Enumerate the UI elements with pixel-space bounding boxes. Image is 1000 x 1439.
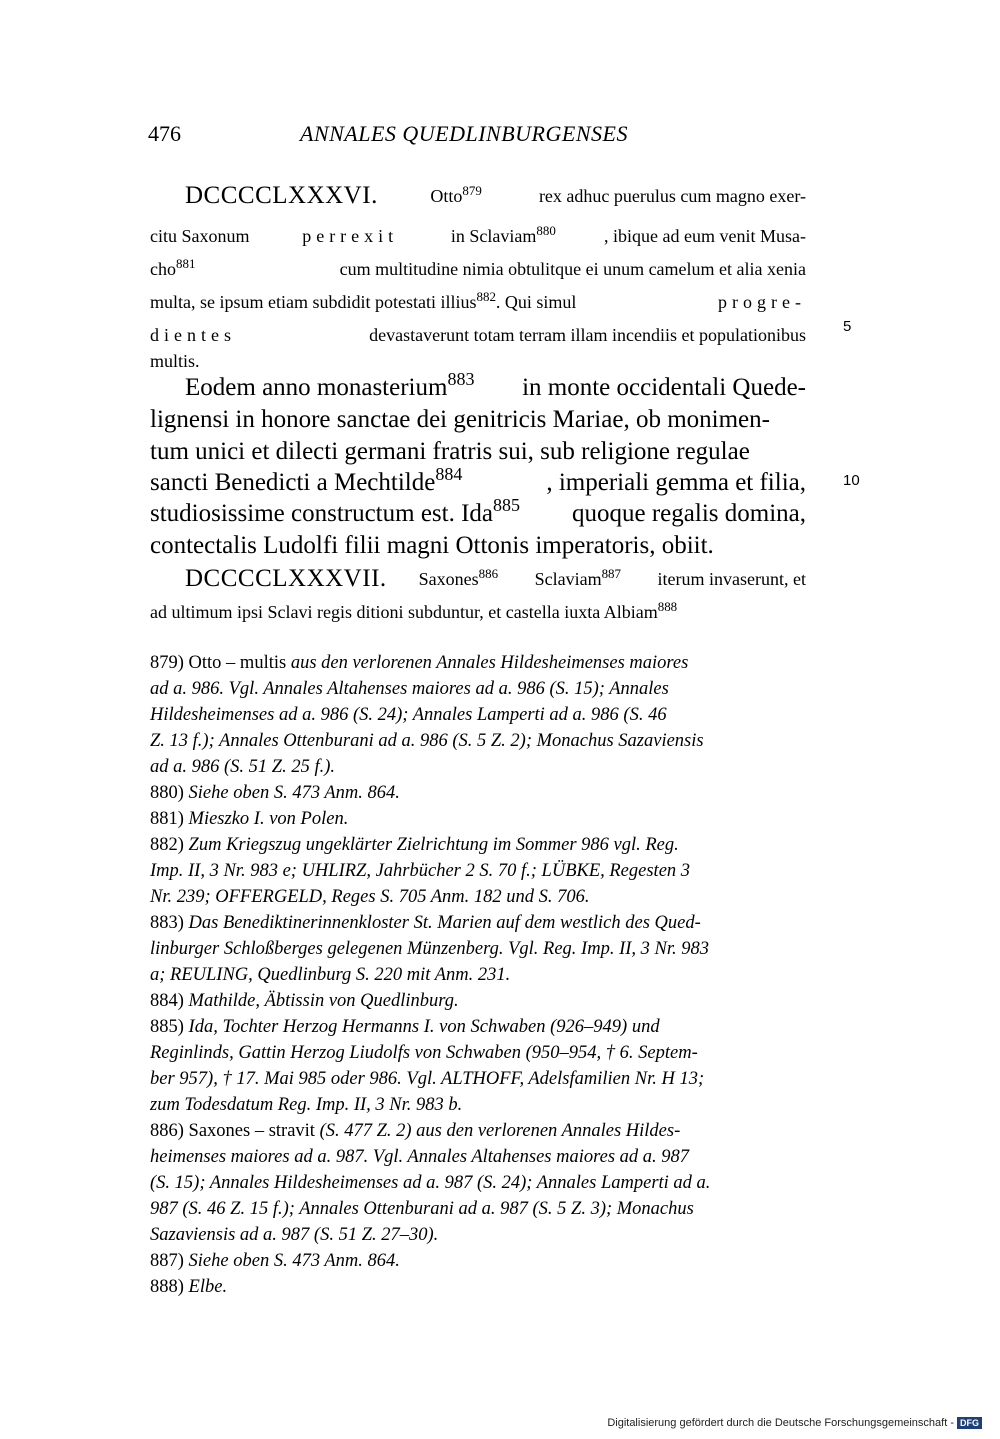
footnote-882-line-3: Nr. 239; OFFERGELD, Reges S. 705 Anm. 182 und S. 706. bbox=[150, 887, 590, 907]
footnote-883-line-3: a; REULING, Quedlinburg S. 220 mit Anm. 231. bbox=[150, 965, 511, 985]
footnote-882-line-1: 882) Zum Kriegszug ungeklärter Zielrichtung im Sommer 986 vgl. Reg. bbox=[150, 835, 679, 855]
footnote-886-line-3: (S. 15); Annales Hildesheimenses ad a. 987 (S. 24); Annales Lamperti ad a. bbox=[150, 1173, 711, 1193]
footnote-879-line-4: Z. 13 f.); Annales Ottenburani ad a. 986 (S. 5 Z. 2); Monachus Sazaviensis bbox=[150, 731, 704, 751]
entry-monastery-line-5: studiosissime constructum est. Ida$^{885}$ quoque regalis domina, bbox=[150, 495, 806, 527]
running-title: ANNALES QUEDLINBURGENSES bbox=[300, 121, 628, 146]
footnote-879-line-5: ad a. 986 (S. 51 Z. 25 f.). bbox=[150, 757, 335, 777]
footnote-885-line-1: 885) Ida, Tochter Herzog Hermanns I. von Schwaben (926–949) und bbox=[150, 1017, 660, 1037]
footnote-879-line-1: 879) Otto – multis aus den verlorenen Annales Hildesheimenses maiores bbox=[150, 653, 689, 673]
digitization-credit bbox=[607, 1417, 982, 1429]
entry-monastery-line-6: contectalis Ludolfi filii magni Ottonis imperatoris, obiit. bbox=[150, 532, 714, 559]
entry-986-line-4: multa, se ipsum etiam subdidit potestati illius$^{882}$. Qui simul progre- bbox=[150, 288, 806, 312]
footnote-882-line-2: Imp. II, 3 Nr. 983 e; UHLIRZ, Jahrbücher 2 S. 70 f.; LÜBKE, Regesten 3 bbox=[150, 861, 691, 881]
line-number-5: 5 bbox=[843, 318, 852, 335]
entry-monastery-line-1: Eodem anno monasterium$^{883}$ in monte occidentali Quede- bbox=[185, 369, 806, 401]
footnote-885-line-4: zum Todesdatum Reg. Imp. II, 3 Nr. 983 b. bbox=[150, 1095, 463, 1115]
footnote-879-line-2: ad a. 986. Vgl. Annales Altahenses maiores ad a. 986 (S. 15); Annales bbox=[150, 679, 669, 699]
line-number-10: 10 bbox=[843, 472, 860, 489]
entry-monastery-line-3: tum unici et dilecti germani fratris sui, sub religione regulae bbox=[150, 438, 750, 465]
year-heading: DCCCCLXXXVII. bbox=[185, 565, 387, 592]
entry-986-line-5: dientes devastaverunt totam terram illam incendiis et populationibus bbox=[150, 325, 806, 345]
entry-986-line-3: cho$^{881}$ cum multitudine nimia obtulitque ei unum camelum et alia xenia bbox=[150, 255, 806, 279]
entry-986-line-1: DCCCCLXXXVI. Otto$^{879}$ rex adhuc puerulus cum magno exer- bbox=[185, 182, 806, 209]
footnote-888: 888) Elbe. bbox=[150, 1277, 228, 1297]
footnote-884: 884) Mathilde, Äbtissin von Quedlinburg. bbox=[150, 991, 459, 1011]
entry-987-line-2: ad ultimum ipsi Sclavi regis ditioni subduntur, et castella iuxta Albiam$^{888}$ bbox=[150, 598, 678, 622]
entry-987-line-1: DCCCCLXXXVII. Saxones$^{886}$ Sclaviam$^{887}$ iterum invaserunt, et bbox=[185, 565, 806, 592]
footnote-883-line-1: 883) Das Benediktinerinnenkloster St. Marien auf dem westlich des Qued- bbox=[150, 913, 701, 933]
page-number: 476 bbox=[148, 121, 181, 146]
entry-986-line-2: citu Saxonum perrexit in Sclaviam$^{880}$ , ibique ad eum venit Musa- bbox=[150, 222, 806, 246]
footnote-883-line-2: linburger Schloßberges gelegenen Münzenberg. Vgl. Reg. Imp. II, 3 Nr. 983 bbox=[150, 939, 710, 959]
footnote-885-line-2: Reginlinds, Gattin Herzog Liudolfs von Schwaben (950–954, † 6. Septem- bbox=[150, 1043, 698, 1063]
year-heading: DCCCCLXXXVI. bbox=[185, 182, 378, 209]
footnote-879-line-3: Hildesheimenses ad a. 986 (S. 24); Annales Lamperti ad a. 986 (S. 46 bbox=[150, 705, 667, 725]
footnote-880: 880) Siehe oben S. 473 Anm. 864. bbox=[150, 783, 400, 803]
footnote-886-line-5: Sazaviensis ad a. 987 (S. 51 Z. 27–30). bbox=[150, 1225, 439, 1245]
credit-text: Digitalisierung gefördert durch die Deutsche Forschungsgemeinschaft - bbox=[607, 1417, 954, 1429]
entry-monastery-line-4: sancti Benedicti a Mechtilde$^{884}$ , imperiali gemma et filia, bbox=[150, 464, 806, 496]
footnote-885-line-3: ber 957), † 17. Mai 985 oder 986. Vgl. ALTHOFF, Adelsfamilien Nr. H 13; bbox=[150, 1069, 705, 1089]
footnote-886-line-2: heimenses maiores ad a. 987. Vgl. Annales Altahenses maiores ad a. 987 bbox=[150, 1147, 690, 1167]
dfg-logo: DFG bbox=[957, 1417, 982, 1429]
entry-986-line-6: multis. bbox=[150, 351, 200, 371]
footnote-887: 887) Siehe oben S. 473 Anm. 864. bbox=[150, 1251, 400, 1271]
entry-monastery-line-2: lignensi in honore sanctae dei genitricis Mariae, ob monimen- bbox=[150, 406, 770, 433]
footnote-886-line-1: 886) Saxones – stravit (S. 477 Z. 2) aus den verlorenen Annales Hildes- bbox=[150, 1121, 681, 1141]
footnote-881: 881) Mieszko I. von Polen. bbox=[150, 809, 349, 829]
footnote-886-line-4: 987 (S. 46 Z. 15 f.); Annales Ottenburani ad a. 987 (S. 5 Z. 3); Monachus bbox=[150, 1199, 694, 1219]
